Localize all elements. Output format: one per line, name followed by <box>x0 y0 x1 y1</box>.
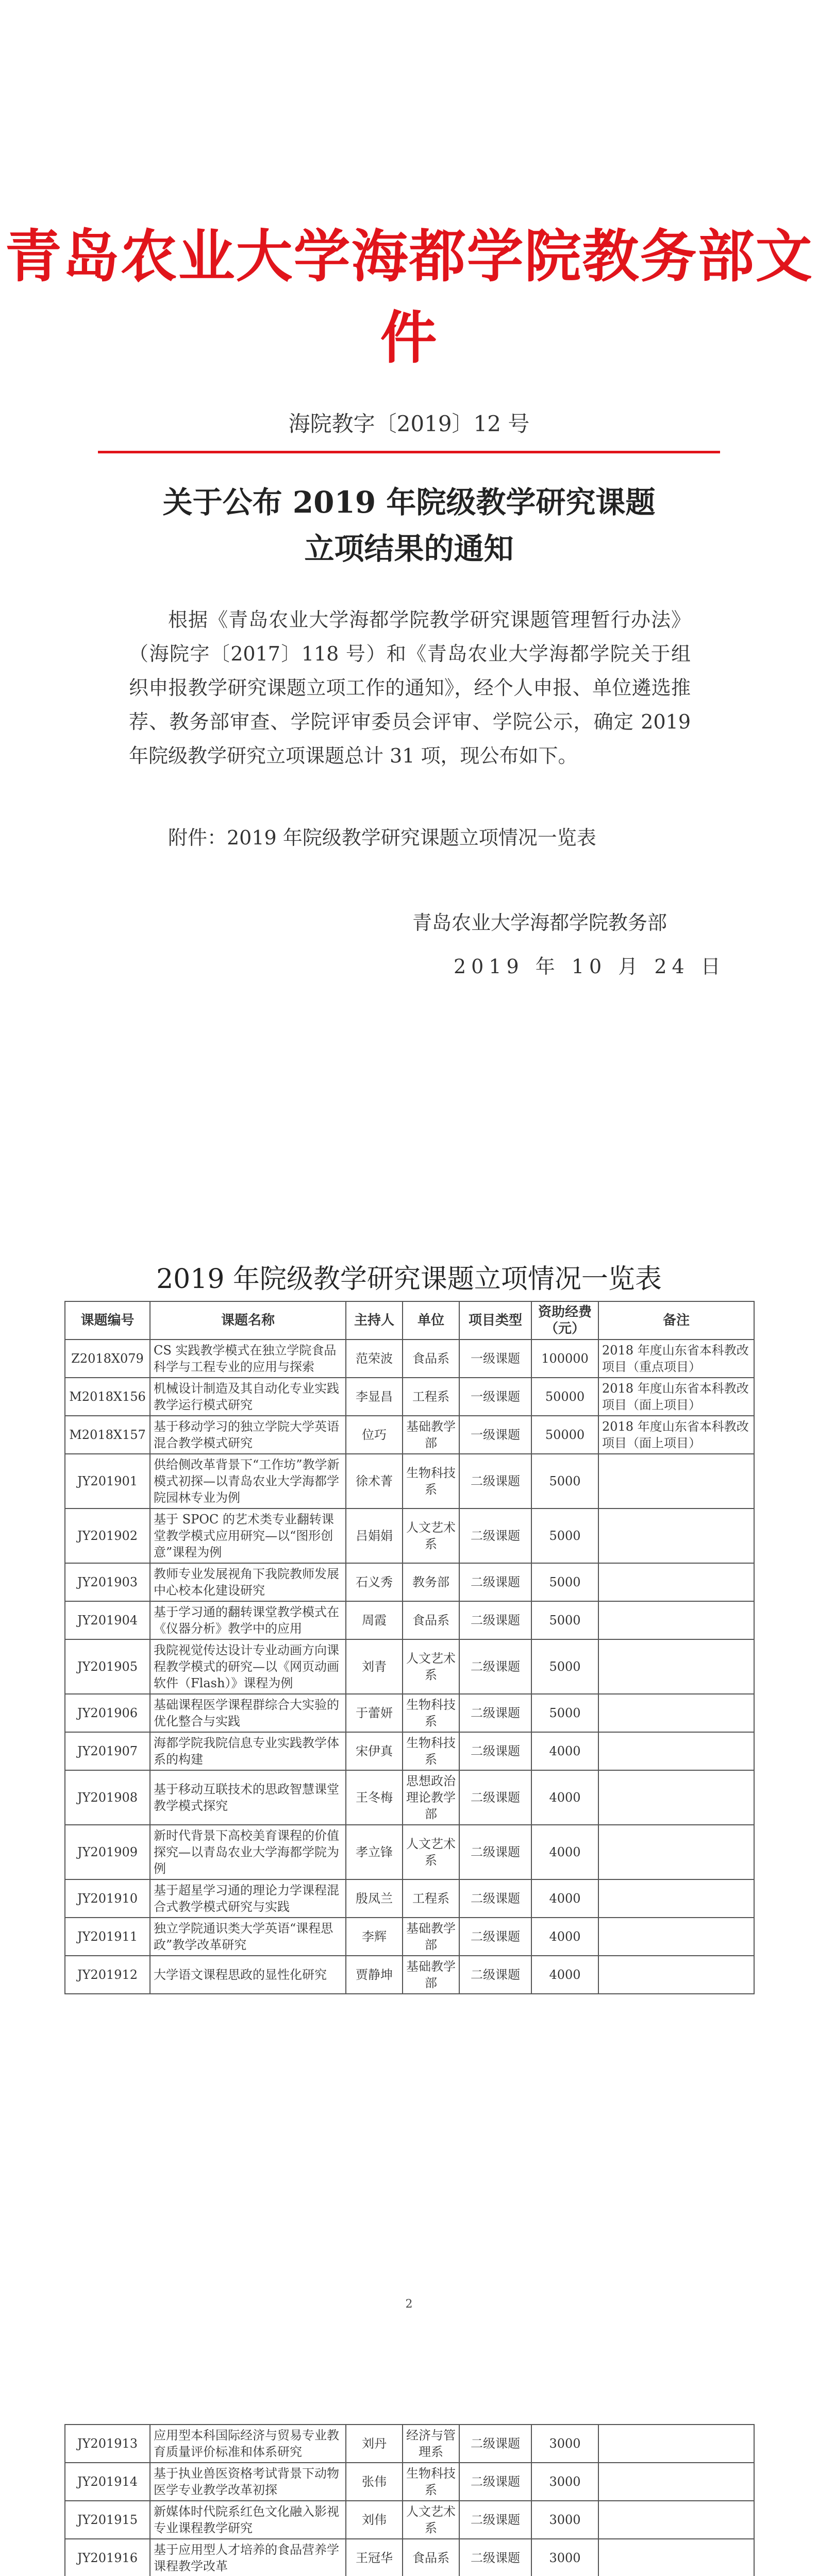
cell-unit: 思想政治理论教学部 <box>403 1770 459 1825</box>
cell-funding: 4000 <box>531 1879 598 1918</box>
cell-host: 张伟 <box>346 2463 403 2501</box>
cell-remarks: 2018 年度山东省本科教改项目（重点项目） <box>598 1340 754 1378</box>
cell-remarks: 2018 年度山东省本科教改项目（面上项目） <box>598 1416 754 1454</box>
cell-funding: 5000 <box>531 1601 598 1639</box>
notice-title-line-1: 关于公布 2019 年院级教学研究课题 <box>162 485 656 520</box>
cell-host: 李显昌 <box>346 1378 403 1416</box>
cell-code: JY201913 <box>65 2425 150 2463</box>
cell-name: 应用型本科国际经济与贸易专业教育质量评价标准和体系研究 <box>150 2425 346 2463</box>
cell-type: 一级课题 <box>459 1416 531 1454</box>
cell-type: 二级课题 <box>459 1601 531 1639</box>
signature-date: 2019 年 10 月 24 日 <box>454 955 726 978</box>
cell-unit: 人文艺术系 <box>403 1509 459 1563</box>
cell-type: 二级课题 <box>459 2463 531 2501</box>
cell-funding: 4000 <box>531 1770 598 1825</box>
cell-remarks: 2018 年度山东省本科教改项目（面上项目） <box>598 1378 754 1416</box>
cell-funding: 4000 <box>531 1825 598 1879</box>
table-row <box>65 1378 754 1416</box>
cell-remarks <box>598 1770 754 1825</box>
cell-unit: 食品系 <box>403 2539 459 2576</box>
cell-funding: 4000 <box>531 1732 598 1770</box>
cell-type: 二级课题 <box>459 1563 531 1601</box>
cell-code: M2018X157 <box>65 1416 150 1454</box>
cell-host: 吕娟娟 <box>346 1509 403 1563</box>
cell-remarks <box>598 1732 754 1770</box>
table-row <box>65 2463 754 2501</box>
cell-unit: 生物科技系 <box>403 1732 459 1770</box>
cell-name: CS 实践教学模式在独立学院食品科学与工程专业的应用与探索 <box>150 1340 346 1378</box>
letterhead-divider <box>98 451 720 453</box>
cell-name: 基于超星学习通的理论力学课程混合式教学模式研究与实践 <box>150 1879 346 1918</box>
cell-name: 基于移动互联技术的思政智慧课堂教学模式探究 <box>150 1770 346 1825</box>
cell-name: 我院视觉传达设计专业动画方向课程教学模式的研究—以《网页动画软件（Flash）》课程为例 <box>150 1639 346 1694</box>
cell-unit: 工程系 <box>403 1378 459 1416</box>
notice-title <box>0 479 818 572</box>
cell-unit: 教务部 <box>403 1563 459 1601</box>
cell-unit: 食品系 <box>403 1340 459 1378</box>
cell-code: JY201915 <box>65 2501 150 2539</box>
cell-funding: 3000 <box>531 2463 598 2501</box>
cell-remarks <box>598 2539 754 2576</box>
cell-remarks <box>598 1825 754 1879</box>
cell-name: 海都学院我院信息专业实践教学体系的构建 <box>150 1732 346 1770</box>
cell-type: 二级课题 <box>459 1694 531 1732</box>
table-row <box>65 1825 754 1879</box>
cell-unit: 基础教学部 <box>403 1918 459 1956</box>
cell-remarks <box>598 1563 754 1601</box>
cell-remarks <box>598 2463 754 2501</box>
cell-name: 基于执业兽医资格考试背景下动物医学专业教学改革初探 <box>150 2463 346 2501</box>
cell-remarks <box>598 2425 754 2463</box>
header-code: 课题编号 <box>65 1301 150 1340</box>
cell-funding: 50000 <box>531 1416 598 1454</box>
table-header-row <box>65 1301 754 1340</box>
page-number-2: 2 <box>405 2298 413 2311</box>
table-row <box>65 1732 754 1770</box>
cell-funding: 3000 <box>531 2501 598 2539</box>
cell-name: 教师专业发展视角下我院教师发展中心校本化建设研究 <box>150 1563 346 1601</box>
cell-code: JY201914 <box>65 2463 150 2501</box>
attachment-note: 附件：2019 年院级教学研究课题立项情况一览表 <box>168 826 596 849</box>
cell-host: 王冬梅 <box>346 1770 403 1825</box>
cell-name: 新媒体时代院系红色文化融入影视专业课程教学研究 <box>150 2501 346 2539</box>
cell-unit: 人文艺术系 <box>403 1639 459 1694</box>
appendix-title: 2019 年院级教学研究课题立项情况一览表 <box>156 1264 662 1295</box>
cell-host: 李辉 <box>346 1918 403 1956</box>
cell-remarks <box>598 1601 754 1639</box>
cell-host: 刘丹 <box>346 2425 403 2463</box>
cell-host: 宋伊真 <box>346 1732 403 1770</box>
cell-name: 大学语文课程思政的显性化研究 <box>150 1956 346 1994</box>
table-row <box>65 1416 754 1454</box>
cell-type: 一级课题 <box>459 1340 531 1378</box>
cell-type: 二级课题 <box>459 2425 531 2463</box>
cell-host: 范荣波 <box>346 1340 403 1378</box>
table-row <box>65 1563 754 1601</box>
table-row <box>65 1956 754 1994</box>
cell-name: 机械设计制造及其自动化专业实践教学运行模式研究 <box>150 1378 346 1416</box>
table-body-part-2 <box>65 2425 754 2576</box>
cell-host: 刘青 <box>346 1639 403 1694</box>
cell-name: 基于 SPOC 的艺术类专业翻转课堂教学模式应用研究—以“图形创意”课程为例 <box>150 1509 346 1563</box>
signature-org: 青岛农业大学海都学院教务部 <box>412 911 667 934</box>
table-body-part-1 <box>65 1340 754 1994</box>
cell-code: JY201912 <box>65 1956 150 1994</box>
table-row <box>65 2425 754 2463</box>
cell-unit: 基础教学部 <box>403 1416 459 1454</box>
cell-unit: 基础教学部 <box>403 1956 459 1994</box>
cell-unit: 生物科技系 <box>403 2463 459 2501</box>
cell-type: 二级课题 <box>459 2501 531 2539</box>
table-row <box>65 1601 754 1639</box>
cell-type: 二级课题 <box>459 1879 531 1918</box>
cell-remarks <box>598 1454 754 1509</box>
cell-funding: 100000 <box>531 1340 598 1378</box>
cell-remarks <box>598 1509 754 1563</box>
document-number: 海院教字〔2019〕12 号 <box>288 411 530 436</box>
header-funding: 资助经费（元） <box>531 1301 598 1340</box>
cell-name: 基于应用型人才培养的食品营养学课程教学改革 <box>150 2539 346 2576</box>
cell-funding: 50000 <box>531 1378 598 1416</box>
cell-remarks <box>598 1918 754 1956</box>
cell-code: JY201906 <box>65 1694 150 1732</box>
notice-title-line-2: 立项结果的通知 <box>304 531 514 566</box>
table-row <box>65 1918 754 1956</box>
letterhead-title: 青岛农业大学海都学院教务部文件 <box>5 224 813 371</box>
cell-type: 二级课题 <box>459 1639 531 1694</box>
cell-unit: 生物科技系 <box>403 1694 459 1732</box>
cell-host: 石义秀 <box>346 1563 403 1601</box>
cell-unit: 生物科技系 <box>403 1454 459 1509</box>
header-remarks: 备注 <box>598 1301 754 1340</box>
cell-remarks <box>598 1956 754 1994</box>
table-row <box>65 2501 754 2539</box>
cell-funding: 5000 <box>531 1563 598 1601</box>
cell-name: 独立学院通识类大学英语“课程思政”教学改革研究 <box>150 1918 346 1956</box>
cell-code: Z2018X079 <box>65 1340 150 1378</box>
cell-code: JY201905 <box>65 1639 150 1694</box>
cell-host: 殷凤兰 <box>346 1879 403 1918</box>
cell-funding: 5000 <box>531 1509 598 1563</box>
cell-code: JY201909 <box>65 1825 150 1879</box>
cell-type: 二级课题 <box>459 1825 531 1879</box>
cell-unit: 人文艺术系 <box>403 2501 459 2539</box>
cell-type: 二级课题 <box>459 1509 531 1563</box>
cell-code: JY201904 <box>65 1601 150 1639</box>
table-row <box>65 1879 754 1918</box>
cell-type: 二级课题 <box>459 1770 531 1825</box>
notice-body: 根据《青岛农业大学海都学院教学研究课题管理暂行办法》（海院字〔2017〕118 号）和《青岛农业大学海都学院关于组织申报教学研究课题立项工作的通知》，经个人申报、单位遴选推荐、教务部审查、学院评审委员会评审、学院公示，确定 2019 年院级教学研究立项课题总计 31 项，现公布如下。 <box>129 608 691 767</box>
project-table-part-1 <box>64 1301 755 1994</box>
cell-funding: 3000 <box>531 2539 598 2576</box>
cell-code: JY201903 <box>65 1563 150 1601</box>
cell-funding: 4000 <box>531 1956 598 1994</box>
cell-host: 刘伟 <box>346 2501 403 2539</box>
cell-unit: 经济与管理系 <box>403 2425 459 2463</box>
cell-host: 周霞 <box>346 1601 403 1639</box>
cell-code: JY201908 <box>65 1770 150 1825</box>
cell-host: 徐术菁 <box>346 1454 403 1509</box>
cell-remarks <box>598 1879 754 1918</box>
cell-funding: 3000 <box>531 2425 598 2463</box>
cell-host: 于蕾妍 <box>346 1694 403 1732</box>
cell-funding: 5000 <box>531 1454 598 1509</box>
cell-host: 王冠华 <box>346 2539 403 2576</box>
cell-type: 二级课题 <box>459 1732 531 1770</box>
header-name: 课题名称 <box>150 1301 346 1340</box>
page-1 <box>0 0 818 1180</box>
table-row <box>65 1509 754 1563</box>
cell-name: 基于移动学习的独立学院大学英语混合教学模式研究 <box>150 1416 346 1454</box>
cell-host: 贾静坤 <box>346 1956 403 1994</box>
cell-name: 基于学习通的翻转课堂教学模式在《仪器分析》教学中的应用 <box>150 1601 346 1639</box>
cell-remarks <box>598 1639 754 1694</box>
cell-unit: 食品系 <box>403 1601 459 1639</box>
cell-host: 孝立锋 <box>346 1825 403 1879</box>
cell-funding: 5000 <box>531 1639 598 1694</box>
cell-funding: 5000 <box>531 1694 598 1732</box>
table-row <box>65 2539 754 2576</box>
table-row <box>65 1340 754 1378</box>
cell-funding: 4000 <box>531 1918 598 1956</box>
table-row <box>65 1770 754 1825</box>
cell-remarks <box>598 1694 754 1732</box>
cell-name: 供给侧改革背景下“工作坊”教学新模式初探—以青岛农业大学海都学院园林专业为例 <box>150 1454 346 1509</box>
cell-type: 二级课题 <box>459 1918 531 1956</box>
header-type: 项目类型 <box>459 1301 531 1340</box>
cell-code: JY201907 <box>65 1732 150 1770</box>
cell-code: JY201902 <box>65 1509 150 1563</box>
cell-remarks <box>598 2501 754 2539</box>
cell-code: JY201910 <box>65 1879 150 1918</box>
cell-name: 基础课程医学课程群综合大实验的优化整合与实践 <box>150 1694 346 1732</box>
cell-type: 二级课题 <box>459 2539 531 2576</box>
cell-type: 二级课题 <box>459 1956 531 1994</box>
cell-type: 一级课题 <box>459 1378 531 1416</box>
cell-code: JY201916 <box>65 2539 150 2576</box>
cell-name: 新时代背景下高校美育课程的价值探究—以青岛农业大学海都学院为例 <box>150 1825 346 1879</box>
table-row <box>65 1454 754 1509</box>
cell-code: JY201911 <box>65 1918 150 1956</box>
header-host: 主持人 <box>346 1301 403 1340</box>
table-row <box>65 1639 754 1694</box>
table-row <box>65 1694 754 1732</box>
cell-unit: 人文艺术系 <box>403 1825 459 1879</box>
cell-code: M2018X156 <box>65 1378 150 1416</box>
cell-code: JY201901 <box>65 1454 150 1509</box>
project-table-part-2 <box>64 2424 755 2576</box>
cell-type: 二级课题 <box>459 1454 531 1509</box>
cell-host: 位巧 <box>346 1416 403 1454</box>
header-unit: 单位 <box>403 1301 459 1340</box>
cell-unit: 工程系 <box>403 1879 459 1918</box>
